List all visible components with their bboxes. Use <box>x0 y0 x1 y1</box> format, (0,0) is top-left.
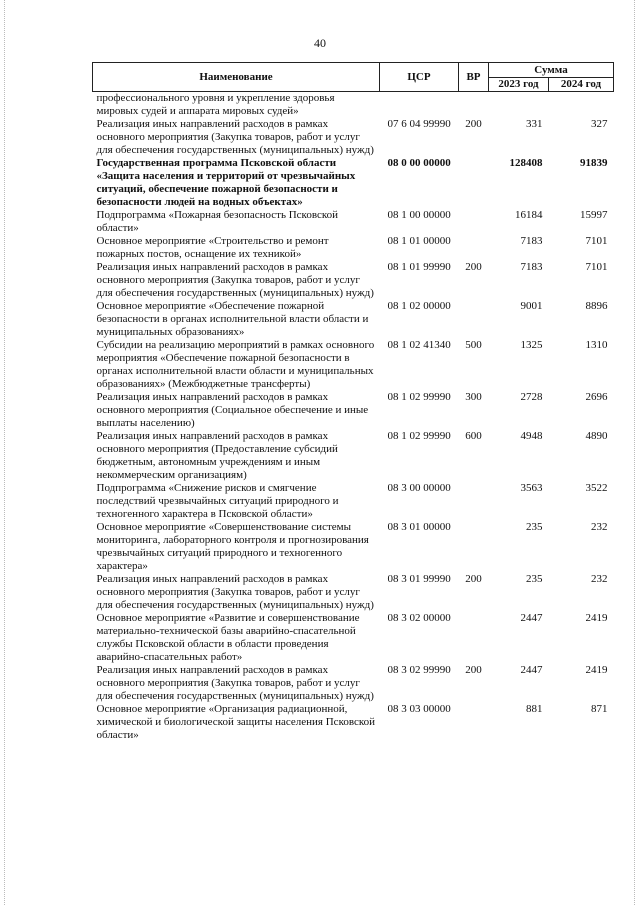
row-name: Реализация иных направлений расходов в рамках основного мероприятия (Закупка товаров, работ и услуг для обеспечения государственных (муниципальных) нужд) <box>96 664 374 702</box>
table-row <box>93 300 614 339</box>
row-sum-2024: 91839 <box>580 157 608 169</box>
row-vr: 300 <box>465 391 482 403</box>
row-sum-2023: 128408 <box>509 157 543 169</box>
table-header <box>93 63 614 92</box>
row-csr: 08 1 02 99990 <box>387 430 451 442</box>
row-csr: 08 1 02 41340 <box>387 339 451 351</box>
budget-table <box>92 62 614 742</box>
table-row <box>93 261 614 300</box>
row-sum-2023: 235 <box>526 521 543 533</box>
row-vr <box>459 703 489 742</box>
row-csr: 07 6 04 99990 <box>387 118 451 130</box>
row-sum-2024: 2419 <box>585 664 608 676</box>
row-sum-2023: 7183 <box>520 261 543 273</box>
row-sum-2024: 8896 <box>585 300 608 312</box>
row-sum-2024: 3522 <box>585 482 608 494</box>
row-vr <box>459 157 489 209</box>
row-sum-2024: 1310 <box>585 339 608 351</box>
row-sum-2024: 2419 <box>585 612 608 624</box>
row-sum-2023: 2447 <box>520 664 543 676</box>
row-sum-2023: 7183 <box>520 235 543 247</box>
table-row <box>93 235 614 261</box>
row-vr <box>459 209 489 235</box>
row-sum-2023: 16184 <box>515 209 543 221</box>
left-margin-line <box>4 0 6 905</box>
row-name: Основное мероприятие «Развитие и совершенствование материально-технической базы аварийно-спасательной службы Псковской области в области проведения аварийно-спасательных работ» <box>96 612 360 663</box>
row-sum-2024 <box>549 92 614 119</box>
header-year-2024: 2024 год <box>549 78 614 92</box>
row-vr: 600 <box>465 430 482 442</box>
row-sum-2023: 331 <box>526 118 543 130</box>
row-csr: 08 1 00 00000 <box>387 209 451 221</box>
table-row <box>93 339 614 391</box>
row-vr <box>459 521 489 573</box>
table-row <box>93 482 614 521</box>
row-sum-2024: 327 <box>591 118 608 130</box>
row-name: профессионального уровня и укрепление здоровья мировых судей и аппарата мировых судей» <box>96 92 335 117</box>
row-name: Основное мероприятие «Строительство и ремонт пожарных постов, оснащение их техникой» <box>96 235 329 260</box>
row-csr: 08 3 01 99990 <box>387 573 451 585</box>
row-name: Основное мероприятие «Организация радиационной, химической и биологической защиты населения Псковской области» <box>96 703 376 741</box>
right-margin-line <box>634 0 636 905</box>
row-vr <box>459 300 489 339</box>
table-row <box>93 612 614 664</box>
row-vr: 200 <box>465 261 482 273</box>
row-sum-2024: 871 <box>591 703 608 715</box>
row-csr: 08 3 00 00000 <box>387 482 451 494</box>
row-csr <box>380 92 459 119</box>
row-vr: 200 <box>465 664 482 676</box>
row-csr: 08 3 01 00000 <box>387 521 451 533</box>
row-csr: 08 0 00 00000 <box>387 157 451 169</box>
row-csr: 08 1 01 00000 <box>387 235 451 247</box>
table-row <box>93 157 614 209</box>
table-row <box>93 430 614 482</box>
row-name: Реализация иных направлений расходов в рамках основного мероприятия (Предоставление субсидий бюджетным, автономным учреждениям и иным некоммерческим организациям) <box>96 430 338 481</box>
table-row <box>93 391 614 430</box>
page-number: 40 <box>314 36 326 50</box>
row-vr: 200 <box>465 573 482 585</box>
row-sum-2024: 4890 <box>585 430 608 442</box>
row-vr <box>459 612 489 664</box>
header-name: Наименование <box>93 63 380 92</box>
row-csr: 08 1 01 99990 <box>387 261 451 273</box>
row-sum-2024: 232 <box>591 521 608 533</box>
row-name: Основное мероприятие «Совершенствование системы мониторинга, лабораторного контроля и прогнозирования чрезвычайных ситуаций природного и техногенного характера» <box>96 521 369 572</box>
header-year-2023: 2023 год <box>489 78 549 92</box>
row-sum-2023: 3563 <box>520 482 543 494</box>
row-sum-2024: 7101 <box>585 261 608 273</box>
row-vr <box>459 482 489 521</box>
header-csr: ЦСР <box>380 63 459 92</box>
row-sum-2023: 1325 <box>520 339 543 351</box>
row-vr: 200 <box>465 118 482 130</box>
row-csr: 08 3 03 00000 <box>387 703 451 715</box>
table-row <box>93 573 614 612</box>
row-sum-2023: 4948 <box>520 430 543 442</box>
row-name: Реализация иных направлений расходов в рамках основного мероприятия (Закупка товаров, работ и услуг для обеспечения государственных (муниципальных) нужд) <box>96 573 374 611</box>
row-name: Реализация иных направлений расходов в рамках основного мероприятия (Закупка товаров, работ и услуг для обеспечения государственных (муниципальных) нужд) <box>96 261 374 299</box>
table-row <box>93 703 614 742</box>
row-name: Подпрограмма «Пожарная безопасность Псковской области» <box>96 209 339 234</box>
header-vr: ВР <box>459 63 489 92</box>
row-sum-2023: 235 <box>526 573 543 585</box>
row-csr: 08 3 02 99990 <box>387 664 451 676</box>
row-csr: 08 1 02 99990 <box>387 391 451 403</box>
row-sum-2024: 7101 <box>585 235 608 247</box>
row-sum-2023: 881 <box>526 703 543 715</box>
row-sum-2023: 2447 <box>520 612 543 624</box>
row-name: Государственная программа Псковской области «Защита населения и территорий от чрезвычайных ситуаций, обеспечение пожарной безопасности и безопасности людей на водных объектах» <box>96 157 356 208</box>
row-name: Основное мероприятие «Обеспечение пожарной безопасности в органах исполнительной власти области и муниципальных образованиях» <box>96 300 369 338</box>
table-row <box>93 118 614 157</box>
table-row <box>93 209 614 235</box>
row-sum-2023: 2728 <box>520 391 543 403</box>
row-name: Реализация иных направлений расходов в рамках основного мероприятия (Социальное обеспечение и иные выплаты населению) <box>96 391 369 429</box>
row-name: Подпрограмма «Снижение рисков и смягчение последствий чрезвычайных ситуаций природного и техногенного характера в Псковской области» <box>96 482 339 520</box>
row-name: Субсидии на реализацию мероприятий в рамках основного мероприятия «Обеспечение пожарной безопасности в органах исполнительной власти области и муниципальных образованиях» (Межбюджетные трансферты) <box>96 339 375 390</box>
row-sum-2023 <box>489 92 549 119</box>
table-row <box>93 664 614 703</box>
row-sum-2023: 9001 <box>520 300 543 312</box>
row-sum-2024: 2696 <box>585 391 608 403</box>
table-body <box>93 92 614 743</box>
row-vr <box>459 92 489 119</box>
row-name: Реализация иных направлений расходов в рамках основного мероприятия (Закупка товаров, работ и услуг для обеспечения государственных (муниципальных) нужд) <box>96 118 374 156</box>
row-vr <box>459 235 489 261</box>
row-csr: 08 3 02 00000 <box>387 612 451 624</box>
table-row <box>93 521 614 573</box>
table-row <box>93 92 614 119</box>
row-sum-2024: 15997 <box>580 209 608 221</box>
row-sum-2024: 232 <box>591 573 608 585</box>
header-sum: Сумма <box>489 63 614 78</box>
row-vr: 500 <box>465 339 482 351</box>
row-csr: 08 1 02 00000 <box>387 300 451 312</box>
